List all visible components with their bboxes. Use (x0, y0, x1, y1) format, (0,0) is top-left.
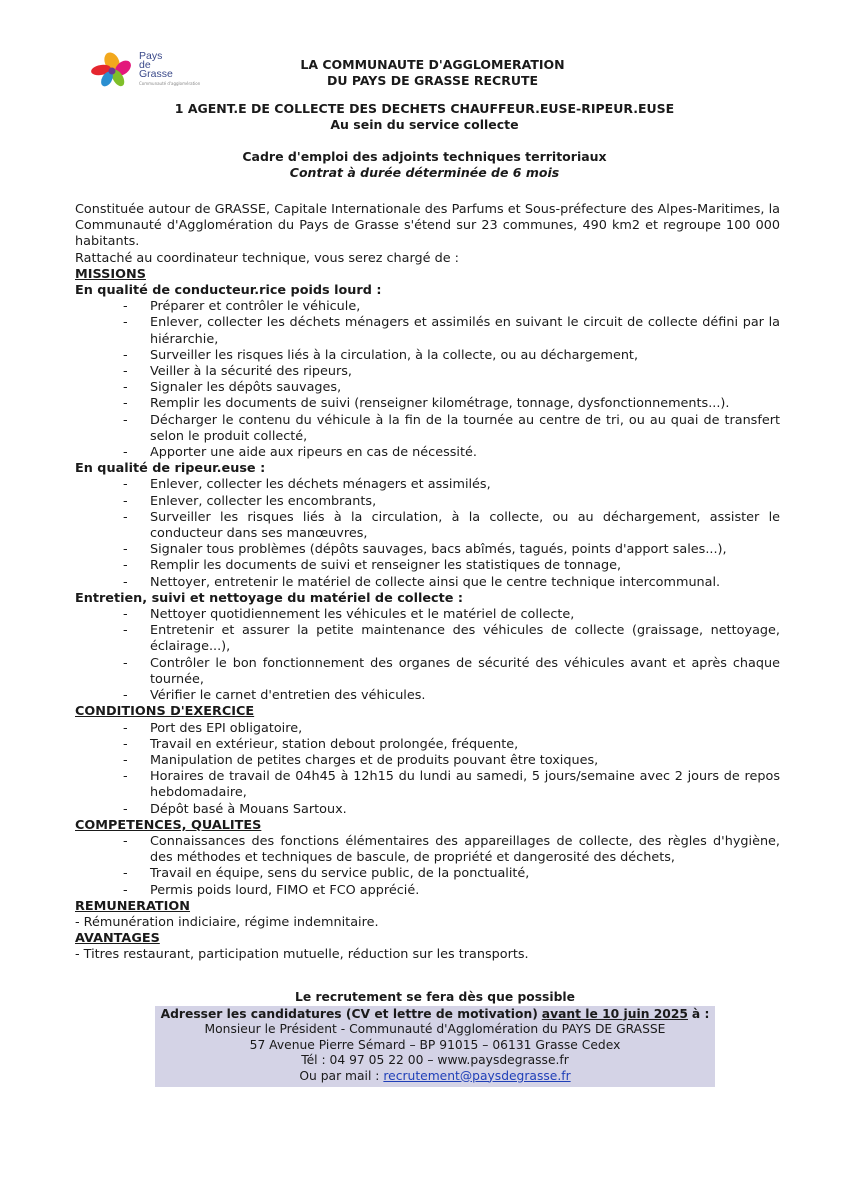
pay-text: - Rémunération indiciaire, régime indemnitaire. (75, 914, 379, 930)
list-item: - Entretenir et assurer la petite maintenance des véhicules de collecte (graissage, nettoyage, éclairage...), (75, 623, 780, 655)
skills-list (75, 834, 780, 899)
section-title-skills: COMPETENCES, QUALITES (75, 817, 262, 833)
recruitment-note: Le recrutement se fera dès que possible (295, 990, 575, 1004)
application-deadline: Adresser les candidatures (CV et lettre de motivation) avant le 10 juin 2025 à : (160, 1006, 710, 1021)
list-item: - Signaler les dépôts sauvages, (75, 380, 780, 396)
email-link[interactable]: recrutement@paysdegrasse.fr (383, 1068, 571, 1083)
list-item: - Travail en équipe, sens du service public, de la ponctualité, (75, 866, 780, 882)
intro-reporting: Rattaché au coordinateur technique, vous serez chargé de : (75, 250, 459, 266)
page-title: LA COMMUNAUTE D'AGGLOMERATION DU PAYS DE GRASSE RECRUTE (300, 57, 565, 88)
subsection-title-ripper: En qualité de ripeur.euse : (75, 461, 266, 477)
section-title-conditions: CONDITIONS D'EXERCICE (75, 704, 255, 720)
recipient-line: Monsieur le Président - Communauté d'Agglomération du PAYS DE GRASSE (204, 1022, 666, 1036)
email-line: Ou par mail : recrutement@paysdegrasse.fr (299, 1068, 571, 1083)
list-item: - Vérifier le carnet d'entretien des véhicules. (75, 688, 780, 704)
intro-paragraph: Constituée autour de GRASSE, Capitale Internationale des Parfums et Sous-préfecture des Alpes-Maritimes, la Communauté d'Agglomération du Pays de Grasse s'étend sur 23 communes, 490 km2 et regroupe 100 000 habitants. (75, 202, 780, 250)
driver-list (75, 299, 780, 461)
list-item: - Remplir les documents de suivi et renseigner les statistiques de tonnage, (75, 558, 780, 574)
list-item: - Préparer et contrôler le véhicule, (75, 299, 780, 315)
subsection-title-driver: En qualité de conducteur.rice poids lourd : (75, 283, 382, 299)
list-item: - Nettoyer quotidiennement les véhicules et le matériel de collecte, (75, 607, 780, 623)
list-item: - Manipulation de petites charges et de produits pouvant être toxiques, (75, 753, 780, 769)
job-title: 1 AGENT.E DE COLLECTE DES DECHETS CHAUFFEUR.EUSE-RIPEUR.EUSE Au sein du service collecte (174, 101, 675, 132)
list-item: - Travail en extérieur, station debout prolongée, fréquente, (75, 737, 780, 753)
list-item: - Port des EPI obligatoire, (75, 721, 780, 737)
list-item: - Nettoyer, entretenir le matériel de collecte ainsi que le centre technique intercommunal. (75, 575, 780, 591)
conditions-list (75, 721, 780, 818)
list-item: - Remplir les documents de suivi (renseigner kilométrage, tonnage, dysfonctionnements...). (75, 396, 780, 412)
list-item: - Contrôler le bon fonctionnement des organes de sécurité des véhicules avant et après chaque tournée, (75, 656, 780, 688)
list-item: - Enlever, collecter les déchets ménagers et assimilés, (75, 477, 780, 493)
logo-tagline: Communauté d'agglomération (139, 81, 201, 86)
job-description (75, 202, 780, 964)
list-item: - Horaires de travail de 04h45 à 12h15 du lundi au samedi, 5 jours/semaine avec 2 jours de repos hebdomadaire, (75, 769, 780, 801)
section-title-benefits: AVANTAGES (75, 931, 160, 947)
section-title-missions: MISSIONS (75, 266, 146, 282)
maintenance-list (75, 607, 780, 704)
list-item: - Surveiller les risques liés à la circulation, à la collecte, ou au déchargement, (75, 348, 780, 364)
list-item: - Décharger le contenu du véhicule à la fin de la tournée au centre de tri, ou au quai de transfert selon le produit collecté, (75, 413, 780, 445)
logo-wordmark: Pays de Grasse (139, 50, 173, 80)
section-title-pay: REMUNERATION (75, 898, 191, 914)
application-contact-band (155, 1006, 715, 1088)
list-item: - Apporter une aide aux ripeurs en cas de nécessité. (75, 445, 780, 461)
list-item: - Connaissances des fonctions élémentaires des appareillages de collecte, des règles d'hygiène, des méthodes et techniques de bascule, de propriété et dangerosité des déchets, (75, 834, 780, 866)
application-block (155, 990, 715, 1087)
ripper-list (75, 477, 780, 590)
list-item: - Enlever, collecter les déchets ménagers et assimilés en suivant le circuit de collecte défini par la hiérarchie, (75, 315, 780, 347)
address-line: 57 Avenue Pierre Sémard – BP 91015 – 06131 Grasse Cedex (249, 1037, 621, 1052)
list-item: - Surveiller les risques liés à la circulation, à la collecte, ou au déchargement, assister le conducteur dans ses manœuvres, (75, 510, 780, 542)
job-frame: Cadre d'emploi des adjoints techniques territoriaux Contrat à durée déterminée de 6 mois (242, 149, 607, 180)
benefits-text: - Titres restaurant, participation mutuelle, réduction sur les transports. (75, 947, 529, 963)
list-item: - Permis poids lourd, FIMO et FCO apprécié. (75, 883, 780, 899)
list-item: - Dépôt basé à Mouans Sartoux. (75, 802, 780, 818)
list-item: - Enlever, collecter les encombrants, (75, 494, 780, 510)
subsection-title-maintenance: Entretien, suivi et nettoyage du matériel de collecte : (75, 590, 463, 606)
list-item: - Signaler tous problèmes (dépôts sauvages, bacs abîmés, tagués, points d'apport sales...), (75, 542, 780, 558)
phone-website-line: Tél : 04 97 05 22 00 – www.paysdegrasse.fr (301, 1053, 569, 1067)
list-item: - Veiller à la sécurité des ripeurs, (75, 364, 780, 380)
